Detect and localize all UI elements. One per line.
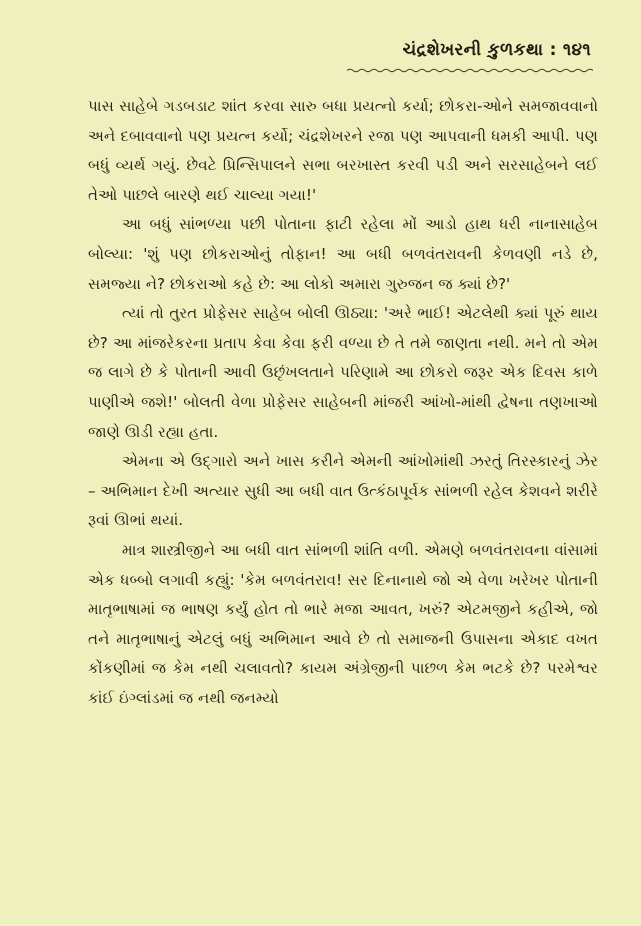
paragraph-4: એમના એ ઉદ્ગારો અને ખાસ કરીને એમની આંખોમાંથી ઝરતું તિરસ્કારનું ઝેર – અભિમાન દેખી અત્યાર સુધી આ બધી વાત ઉત્કંઠાપૂર્વક સાંભળી રહેલ કેશવને શરીરે રૂવાં ઊભાં થયાં.	[88, 452, 598, 530]
running-head-wavy-rule	[347, 68, 593, 73]
paragraph-3: ત્યાં તો તુરત પ્રોફેસર સાહેબ બોલી ઊઠ્યા: 'અરે ભાઈ! એટલેથી ક્યાં પૂરું થાય છે? આ માંજરેકરના પ્રતાપ કેવા કેવા ફરી વળ્યા છે તે તમે જાણતા નથી. મને તો એમ જ લાગે છે કે પોતાની આવી ઉછૃંખલતાને પરિણામે આ છોકરો જરૂર એક દિવસ કાળે પાણીએ જશે!' બોલતી વેળા પ્રોફેસર સાહેબની માંજરી આંખો-માંથી દ્વેષના તણખાઓ જાણે ઊડી રહ્યા હતા.	[88, 304, 598, 441]
running-title: ચંદ્રશેખરની કુળકથા : ૧૪૧	[402, 40, 591, 60]
body-text	[88, 92, 598, 713]
paragraph-2: આ બધું સાંભળ્યા પછી પોતાના ફાટી રહેલા મોં આડો હાથ ધરી નાનાસાહેબ બોલ્યા: 'શું પણ છોકરાઓનું તોફાન! આ બધી બળવંતરાવની કેળવણી નડે છે, સમજ્યા ને? છોકરાઓ કહે છે: આ લોકો અમારા ગુરુજન જ ક્યાં છે?'	[88, 215, 598, 293]
paragraph-5: માત્ર શાસ્ત્રીજીને આ બધી વાત સાંભળી શાંતિ વળી. એમણે બળવંતરાવના વાંસામાં એક ધબ્બો લગાવી કહ્યું: 'કેમ બળવંતરાવ! સર દિનાનાથે જો એ વેળા ખરેખર પોતાની માતૃભાષામાં જ ભાષણ કર્યું હોત તો ભારે મજા આવત, ખરું? એટમજીને કહીએ, જો તને માતૃભાષાનું એટલું બધું અભિમાન આવે છે તો સમાજની ઉપાસના એકાદ વખત કોંકણીમાં જ કેમ નથી ચલાવતો? કાયમ અંગ્રેજીની પાછળ કેમ ભટકે છે? પરમેશ્વર કાંઈ ઇંગ્લાંડમાં જ નથી જનમ્યો	[88, 540, 598, 707]
wavy-rule-graphic	[347, 68, 593, 73]
paragraph-1: પાસ સાહેબે ગડબડાટ શાંત કરવા સારુ બધા પ્રયત્નો કર્યા; છોકરા-ઓને સમજાવવાનો અને દબાવવાનો પણ પ્રયત્ન કર્યો; ચંદ્રશેખરને રજા પણ આપવાની ધમકી આપી. પણ બધું વ્યર્થ ગયું. છેવટે પ્રિન્સિપાલને સભા બરખાસ્ત કરવી પડી અને સરસાહેબને લઈ તેઓ પાછલે બારણે થઈ ચાલ્યા ગયા!'	[88, 97, 598, 204]
